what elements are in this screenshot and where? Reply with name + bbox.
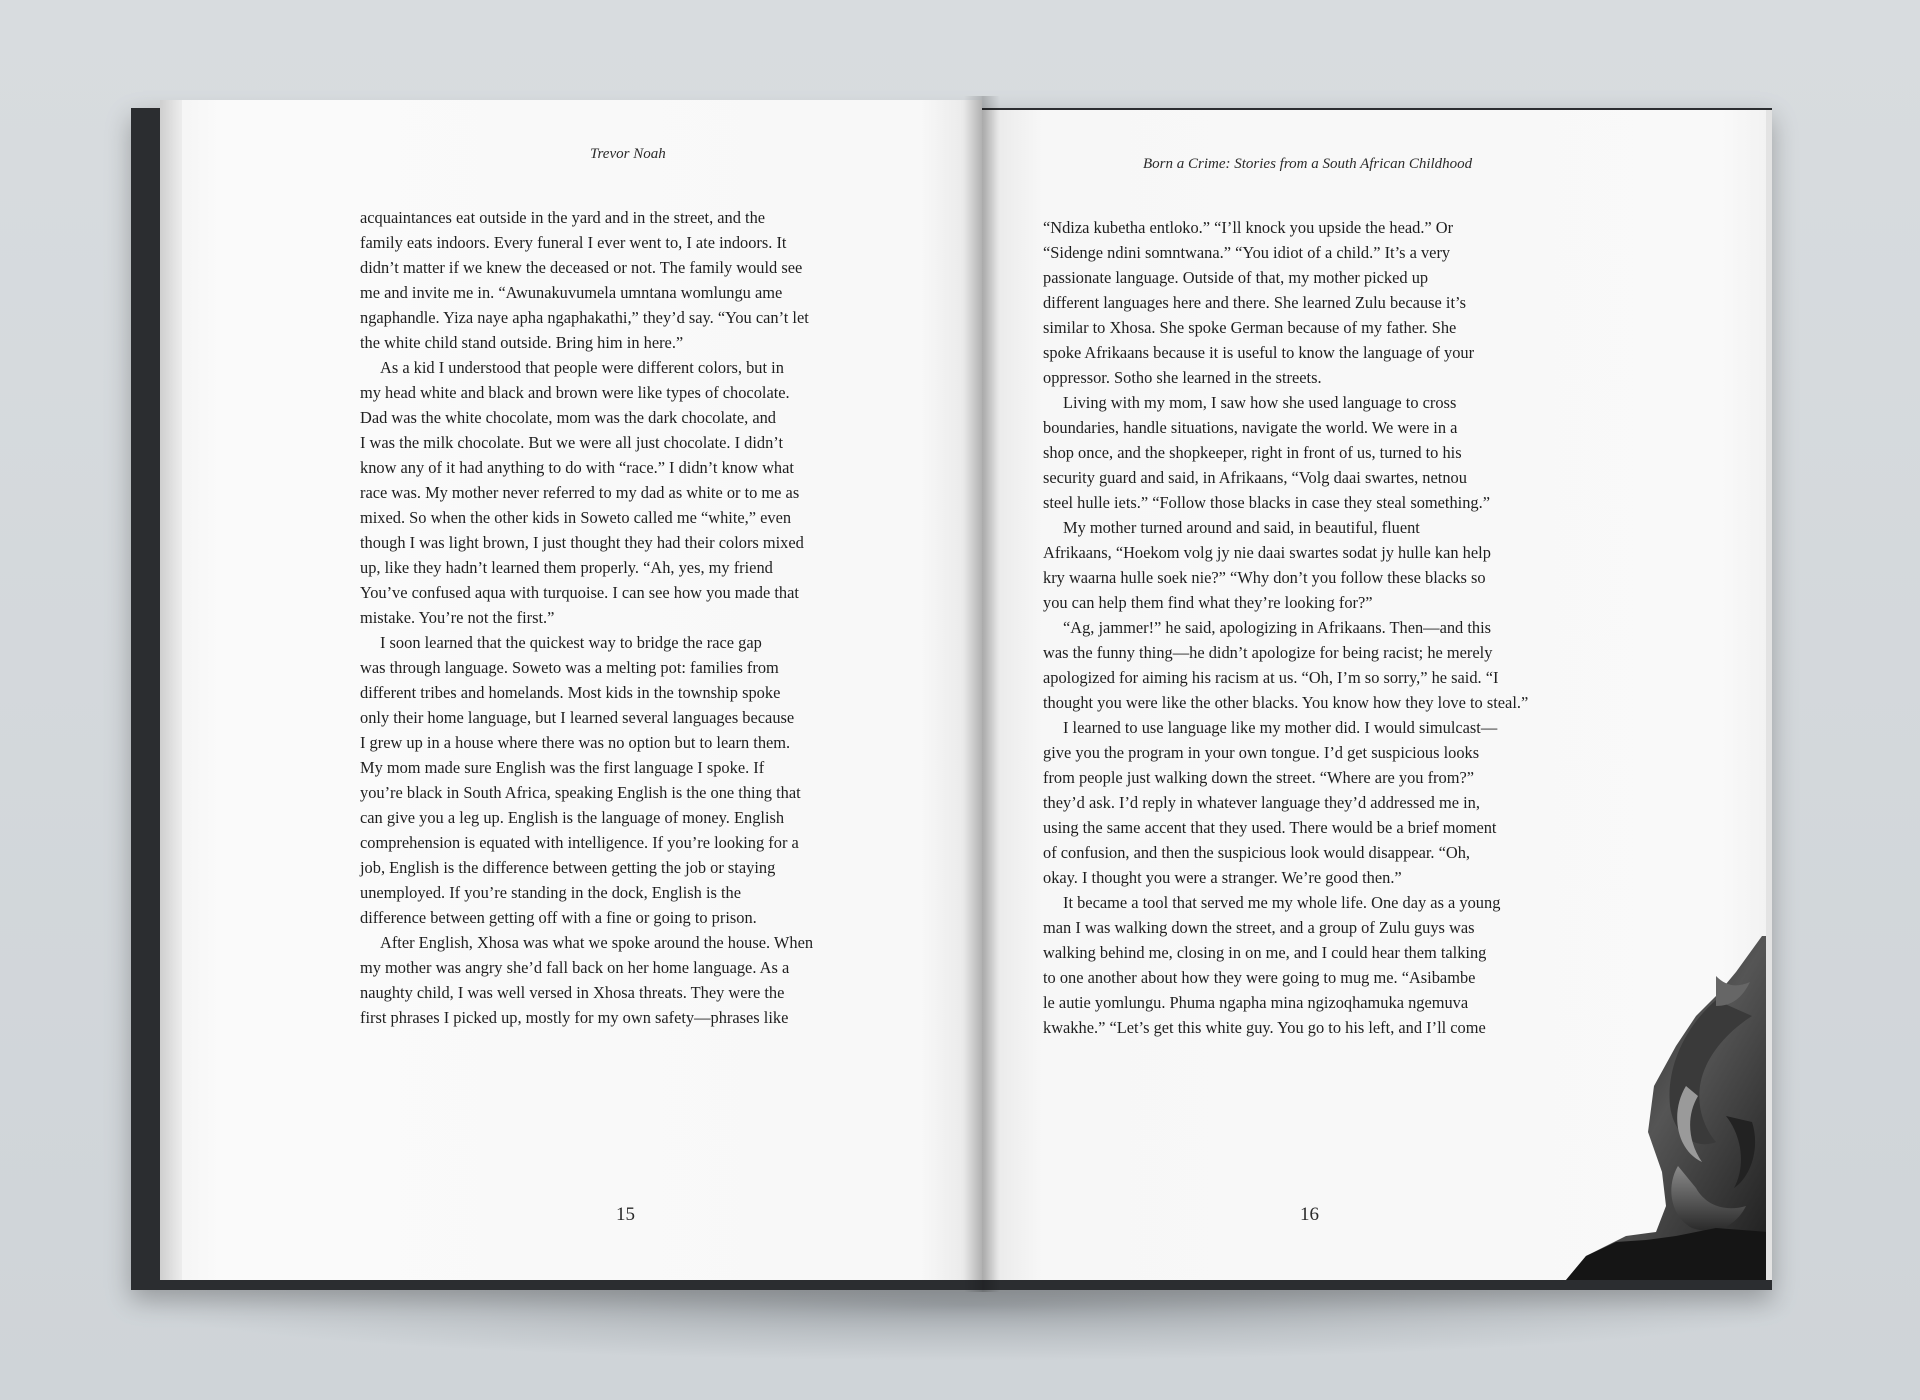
text-line: was the funny thing—he didn’t apologize for being racist; he merely <box>1043 643 1493 662</box>
text-line: to one another about how they were going to mug me. “Asibambe <box>1043 968 1476 987</box>
text-line: mistake. You’re not the first.” <box>360 608 555 627</box>
left-page-edge <box>160 100 182 1280</box>
text-line: passionate language. Outside of that, my mother picked up <box>1043 268 1429 287</box>
text-line: using the same accent that they used. There would be a brief moment <box>1043 818 1497 837</box>
text-line: As a kid I understood that people were different colors, but in <box>380 358 784 377</box>
text-line: different languages here and there. She learned Zulu because it’s <box>1043 293 1466 312</box>
text-line: Living with my mom, I saw how she used language to cross <box>1063 393 1457 412</box>
text-line: family eats indoors. Every funeral I ever went to, I ate indoors. It <box>360 233 787 252</box>
right-body-text <box>1043 215 1603 1040</box>
text-line: okay. I thought you were a stranger. We’re good then.” <box>1043 868 1402 887</box>
text-line: I grew up in a house where there was no option but to learn them. <box>360 733 791 752</box>
text-line: Dad was the white chocolate, mom was the dark chocolate, and <box>360 408 776 427</box>
text-line: oppressor. Sotho she learned in the streets. <box>1043 368 1322 387</box>
text-line: my mother was angry she’d fall back on her home language. As a <box>360 958 790 977</box>
right-running-head: Born a Crime: Stories from a South African Childhood <box>1143 156 1473 172</box>
text-line: the white child stand outside. Bring him in here.” <box>360 333 684 352</box>
text-line: “Sidenge ndini somntwana.” “You idiot of a child.” It’s a very <box>1043 243 1451 262</box>
text-line: different tribes and homelands. Most kids in the township spoke <box>360 683 781 702</box>
text-line: le autie yomlungu. Phuma ngapha mina ngizoqhamuka ngemuva <box>1043 993 1469 1012</box>
text-line: My mom made sure English was the first language I spoke. If <box>360 758 765 777</box>
text-line: know any of it had anything to do with “race.” I didn’t know what <box>360 458 794 477</box>
text-line: shop once, and the shopkeeper, right in front of us, turned to his <box>1043 443 1462 462</box>
text-line: I soon learned that the quickest way to bridge the race gap <box>380 633 762 652</box>
text-line: acquaintances eat outside in the yard and in the street, and the <box>360 208 766 227</box>
left-page <box>160 100 982 1280</box>
text-line: “Ndiza kubetha entloko.” “I’ll knock you upside the head.” Or <box>1043 218 1454 237</box>
text-line: you can help them find what they’re looking for?” <box>1043 593 1373 612</box>
text-line: comprehension is equated with intelligence. If you’re looking for a <box>360 833 799 852</box>
text-line: first phrases I picked up, mostly for my own safety—phrases like <box>360 1008 789 1027</box>
text-line: only their home language, but I learned several languages because <box>360 708 795 727</box>
text-line: Afrikaans, “Hoekom volg jy nie daai swartes sodat jy hulle kan help <box>1043 543 1491 562</box>
left-page-number: 15 <box>616 1204 635 1225</box>
text-line: ngaphandle. Yiza naye apha ngaphakathi,” they’d say. “You can’t let <box>360 308 809 327</box>
text-line: you’re black in South Africa, speaking English is the one thing that <box>360 783 801 802</box>
text-line: kry waarna hulle soek nie?” “Why don’t you follow these blacks so <box>1043 568 1486 587</box>
text-line: was through language. Soweto was a melting pot: families from <box>360 658 779 677</box>
text-line: I was the milk chocolate. But we were all just chocolate. I didn’t <box>360 433 783 452</box>
text-line: up, like they hadn’t learned them properly. “Ah, yes, my friend <box>360 558 773 577</box>
right-page-number: 16 <box>1300 1204 1319 1225</box>
text-line: boundaries, handle situations, navigate the world. We were in a <box>1043 418 1458 437</box>
text-line: spoke Afrikaans because it is useful to know the language of your <box>1043 343 1475 362</box>
text-line: difference between getting off with a fine or going to prison. <box>360 908 757 927</box>
text-line: You’ve confused aqua with turquoise. I can see how you made that <box>360 583 799 602</box>
text-line: After English, Xhosa was what we spoke around the house. When <box>380 933 814 952</box>
text-line: of confusion, and then the suspicious look would disappear. “Oh, <box>1043 843 1470 862</box>
text-line: job, English is the difference between getting the job or staying <box>360 858 776 877</box>
text-line: My mother turned around and said, in beautiful, fluent <box>1063 518 1420 537</box>
text-line: didn’t matter if we knew the deceased or not. The family would see <box>360 258 803 277</box>
text-line: steel hulle iets.” “Follow those blacks in case they steal something.” <box>1043 493 1490 512</box>
text-line: similar to Xhosa. She spoke German because of my father. She <box>1043 318 1457 337</box>
monochrome-illustration <box>1566 936 1768 1280</box>
text-line: kwakhe.” “Let’s get this white guy. You go to his left, and I’ll come <box>1043 1018 1486 1037</box>
text-line: apologized for aiming his racism at us. “Oh, I’m so sorry,” he said. “I <box>1043 668 1499 687</box>
text-line: thought you were like the other blacks. You know how they love to steal.” <box>1043 693 1529 712</box>
left-running-head: Trevor Noah <box>590 146 666 162</box>
text-line: security guard and said, in Afrikaans, “Volg daai swartes, netnou <box>1043 468 1467 487</box>
text-line: walking behind me, closing in on me, and I could hear them talking <box>1043 943 1487 962</box>
text-line: from people just walking down the street. “Where are you from?” <box>1043 768 1475 787</box>
text-line: can give you a leg up. English is the language of money. English <box>360 808 785 827</box>
left-body-text <box>360 205 920 1030</box>
text-line: “Ag, jammer!” he said, apologizing in Afrikaans. Then—and this <box>1063 618 1492 637</box>
text-line: It became a tool that served me my whole life. One day as a young <box>1063 893 1501 912</box>
text-line: mixed. So when the other kids in Soweto called me “white,” even <box>360 508 792 527</box>
text-line: man I was walking down the street, and a group of Zulu guys was <box>1043 918 1475 937</box>
text-line: I learned to use language like my mother did. I would simulcast— <box>1063 718 1498 737</box>
text-line: naughty child, I was well versed in Xhosa threats. They were the <box>360 983 785 1002</box>
text-line: unemployed. If you’re standing in the dock, English is the <box>360 883 742 902</box>
text-line: my head white and black and brown were like types of chocolate. <box>360 383 790 402</box>
text-line: give you the program in your own tongue. I’d get suspicious looks <box>1043 743 1480 762</box>
text-line: me and invite me in. “Awunakuvumela umntana womlungu ame <box>360 283 783 302</box>
text-line: race was. My mother never referred to my dad as white or to me as <box>360 483 800 502</box>
book-gutter <box>964 96 1000 1292</box>
right-page-edge <box>1766 110 1772 1280</box>
right-page <box>982 110 1768 1280</box>
text-line: they’d ask. I’d reply in whatever language they’d addressed me in, <box>1043 793 1480 812</box>
text-line: though I was light brown, I just thought they had their colors mixed <box>360 533 804 552</box>
